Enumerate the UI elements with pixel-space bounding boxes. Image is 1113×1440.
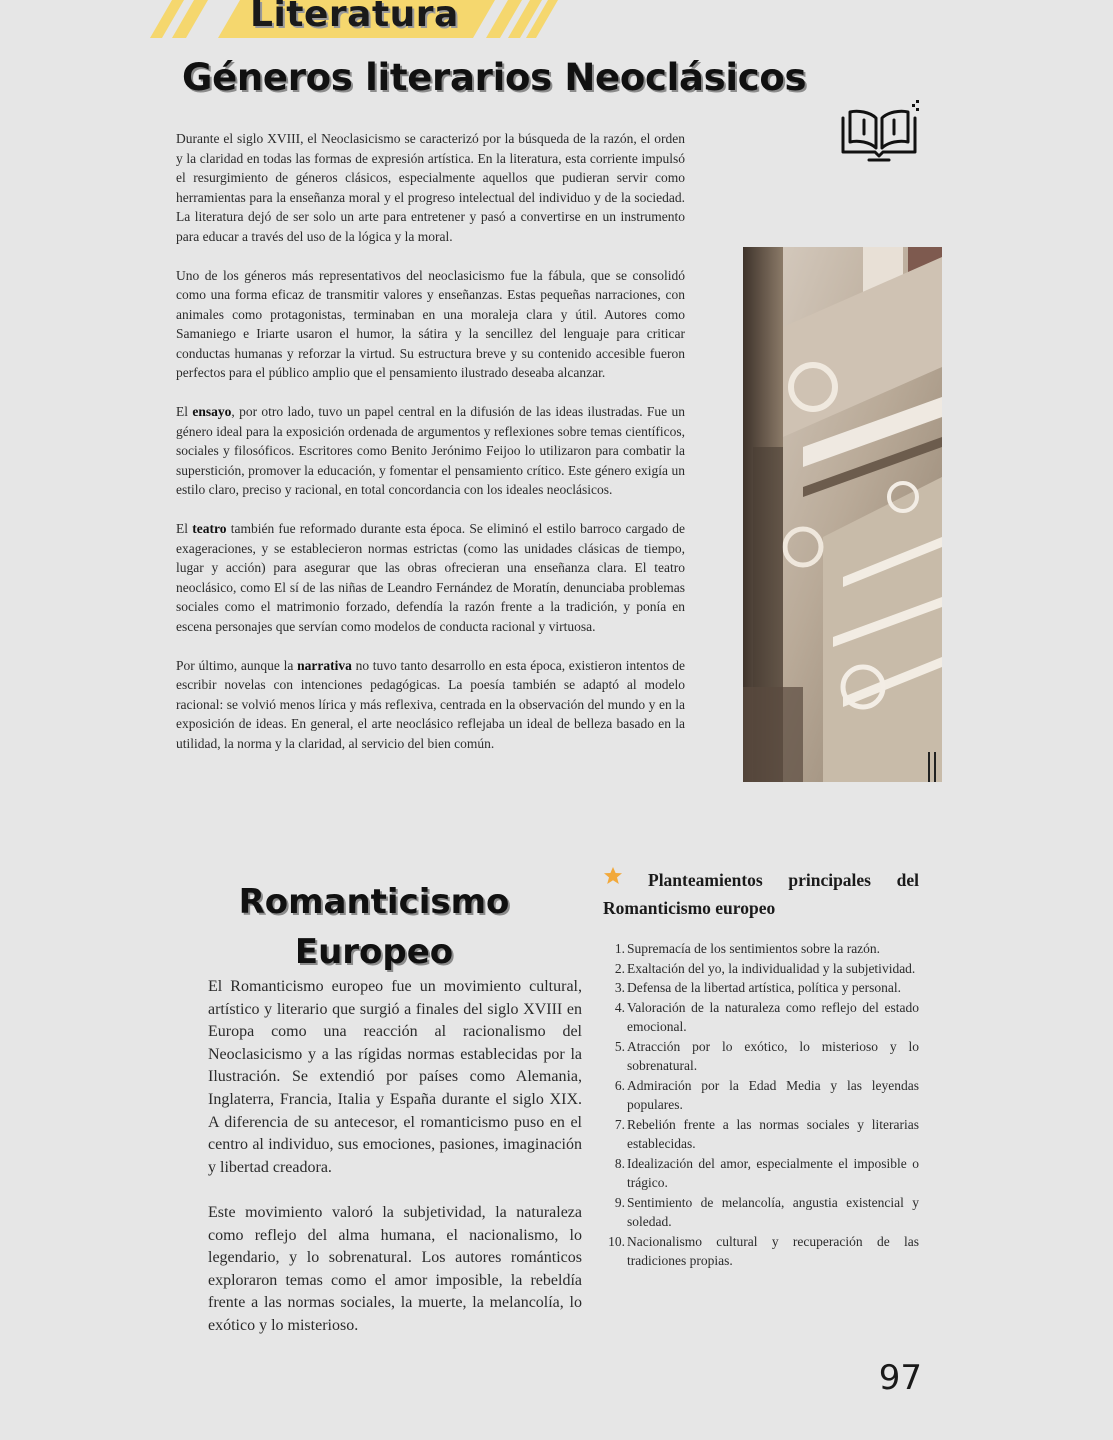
section-label: Literatura — [250, 0, 459, 35]
planteamientos-heading — [603, 866, 919, 922]
planteamientos-heading-line1: Planteamientos principales del — [648, 870, 919, 890]
list-item: 8. Idealización del amor, especialmente el imposible o trágico. — [614, 1155, 919, 1190]
planteamientos-heading-line2: Romanticismo europeo — [603, 898, 776, 918]
list-item: 7. Rebelión frente a las normas sociales y literarias establecidas. — [614, 1116, 919, 1151]
page-number: 97 — [878, 1358, 922, 1398]
list-item: 1. Supremacía de los sentimientos sobre la razón. — [614, 941, 881, 956]
intro-paragraph: Durante el siglo XVIII, el Neoclasicismo se caracterizó por la búsqueda de la razón, el orden y la claridad en todas las formas de expresión artística. En la literatura, esta corriente impulsó el resurgimiento de géneros clásicos, especialmente aquellos que pudieran servir como herramientas para la enseñanza moral y el progreso intelectual del individuo y de la sociedad. La literatura dejó de ser solo un arte para entretener y pasó a convertirse en un instrumento para educar a través del uso de la lógica y la moral. — [176, 131, 685, 244]
intro-text — [176, 129, 685, 773]
planteamientos-list — [603, 939, 919, 1271]
romanticismo-paragraph: Este movimiento valoró la subjetividad, la naturaleza como reflejo del alma humana, el nacionalismo, lo legendario, y lo sobrenatural. Los autores románticos exploraron temas como el amor imposible, la rebeldía frente a las normas sociales, la muerte, la melancolía, lo exótico y lo misterioso. — [208, 1203, 582, 1334]
neoclassical-architecture-photo — [743, 247, 942, 782]
romanticismo-heading-line1: Romanticismo — [238, 882, 510, 922]
list-item: 5. Atracción por lo exótico, lo misterioso y lo sobrenatural. — [614, 1038, 919, 1073]
list-item: 3. Defensa de la libertad artística, política y personal. — [614, 980, 902, 995]
romanticismo-heading-line2: Europeo — [294, 932, 454, 972]
list-item: 4. Valoración de la naturaleza como reflejo del estado emocional. — [614, 999, 919, 1034]
intro-paragraph: Por último, aunque la narrativa no tuvo tanto desarrollo en esta época, existieron intentos de escribir novelas con intenciones pedagógicas. La poesía también se adaptó al modelo racional: se volvió menos lírica y más reflexiva, centrada en la observación del mundo y en la exposición de ideas. En general, el arte neoclásico reflejaba un ideal de belleza basado en la utilidad, la norma y la claridad, al servicio del bien común. — [176, 657, 686, 751]
romanticismo-text — [208, 976, 582, 1360]
list-item: 6. Admiración por la Edad Media y las leyendas populares. — [614, 1077, 919, 1112]
open-book-icon — [840, 100, 922, 164]
list-item: 9. Sentimiento de melancolía, angustia existencial y soledad. — [614, 1194, 919, 1229]
intro-paragraph: El ensayo, por otro lado, tuvo un papel central en la difusión de las ideas ilustradas. Fue un género ideal para la exposición ordenada de argumentos y reflexiones sobre temas científicos, sociales y filosóficos. Escritores como Benito Jerónimo Feijoo lo utilizaron para combatir la superstición, promover la educación, y fomentar el pensamiento crítico. Este género exigía un estilo claro, preciso y racional, en total concordancia con los ideales neoclásicos. — [176, 404, 685, 497]
keyword-narrativa: narrativa — [297, 657, 352, 673]
romanticismo-paragraph: El Romanticismo europeo fue un movimiento cultural, artístico y literario que surgió a finales del siglo XVIII en Europa como una reacción al racionalismo del Neoclasicismo y a las rígidas normas establecidas por la Ilustración. Se extendió por países como Alemania, Inglaterra, Francia, Italia y España durante el siglo XIX. A diferencia de su antecesor, el romanticismo puso en el centro al individuo, sus emociones, pasiones, imaginación y libertad creadora. — [208, 978, 582, 1176]
intro-paragraph: Uno de los géneros más representativos del neoclasicismo fue la fábula, que se consolidó como una forma eficaz de transmitir valores y enseñanzas. Estas pequeñas narraciones, con animales como protagonistas, terminaban en una moraleja clara y útil. Autores como Samaniego e Iriarte usaron el humor, la sátira y la sencillez del lenguaje para criticar conductas humanas y reforzar la virtud. Su estructura breve y su contenido accesible fueron perfectos para el público amplio que el pensamiento ilustrado deseaba alcanzar. — [176, 267, 685, 380]
romanticismo-heading — [208, 877, 540, 977]
intro-paragraph: El teatro también fue reformado durante esta época. Se eliminó el estilo barroco cargado de exageraciones, y se establecieron normas estrictas (como las unidades clásicas de tiempo, lugar y acción) para asegurar que las obras ofrecieran una enseñanza clara. El teatro neoclásico, como El sí de las niñas de Leandro Fernández de Moratín, denunciaba problemas sociales como el matrimonio forzado, defendía la razón frente a la tradición, y ponía en escena personajes que servían como modelos de conducta racional y virtuosa. — [176, 521, 685, 634]
keyword-ensayo: ensayo — [192, 404, 232, 419]
page-title: Géneros literarios Neoclásicos — [182, 56, 807, 99]
keyword-teatro: teatro — [192, 521, 227, 536]
list-item: 2. Exaltación del yo, la individualidad y la subjetividad. — [614, 960, 916, 976]
list-item: 10. Nacionalismo cultural y recuperación de las tradiciones propias. — [608, 1233, 919, 1268]
